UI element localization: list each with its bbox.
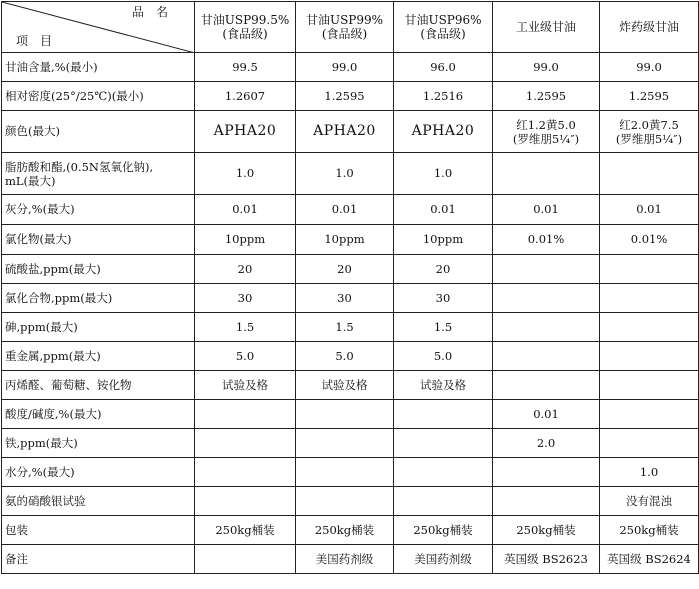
table-cell: 1.5 bbox=[296, 313, 394, 342]
table-cell bbox=[493, 371, 600, 400]
table-cell: 0.01 bbox=[195, 195, 296, 225]
table-cell: 250kg桶装 bbox=[600, 516, 699, 545]
table-cell: 1.5 bbox=[394, 313, 493, 342]
row-label: 氨的硝酸银试验 bbox=[2, 487, 195, 516]
col-header-3: 工业级甘油 bbox=[493, 2, 600, 53]
glycerol-spec-table bbox=[1, 1, 699, 574]
row-label: 铁,ppm(最大) bbox=[2, 429, 195, 458]
table-cell: 1.2595 bbox=[600, 82, 699, 111]
table-cell bbox=[493, 255, 600, 284]
table-cell bbox=[296, 487, 394, 516]
table-cell: APHA20 bbox=[394, 111, 493, 153]
table-cell bbox=[493, 487, 600, 516]
table-cell: 5.0 bbox=[296, 342, 394, 371]
table-row bbox=[2, 255, 699, 284]
table-row bbox=[2, 487, 699, 516]
row-label: 氯化合物,ppm(最大) bbox=[2, 284, 195, 313]
table-cell bbox=[195, 545, 296, 574]
table-cell bbox=[195, 458, 296, 487]
table-cell: 美国药剂级 bbox=[394, 545, 493, 574]
corner-top-label: 品名 bbox=[131, 5, 180, 19]
table-cell: 1.2595 bbox=[493, 82, 600, 111]
table-cell bbox=[600, 342, 699, 371]
table-cell: 红1.2黄5.0 (罗维朋5¼″) bbox=[493, 111, 600, 153]
table-cell bbox=[394, 400, 493, 429]
table-cell bbox=[195, 400, 296, 429]
row-label: 氯化物(最大) bbox=[2, 225, 195, 255]
table-cell bbox=[296, 458, 394, 487]
table-cell: 1.5 bbox=[195, 313, 296, 342]
table-cell: 10ppm bbox=[195, 225, 296, 255]
row-label: 砷,ppm(最大) bbox=[2, 313, 195, 342]
row-label: 包装 bbox=[2, 516, 195, 545]
table-cell: 99.0 bbox=[600, 53, 699, 82]
table-row bbox=[2, 153, 699, 195]
row-label: 重金属,ppm(最大) bbox=[2, 342, 195, 371]
table-cell: 1.0 bbox=[296, 153, 394, 195]
row-label: 相对密度(25°/25℃)(最小) bbox=[2, 82, 195, 111]
table-cell: 0.01 bbox=[394, 195, 493, 225]
table-cell: 红2.0黄7.5 (罗维朋5¼″) bbox=[600, 111, 699, 153]
table-cell: 0.01 bbox=[296, 195, 394, 225]
table-cell: 2.0 bbox=[493, 429, 600, 458]
table-cell bbox=[394, 487, 493, 516]
table-cell: 10ppm bbox=[296, 225, 394, 255]
table-cell: 1.2516 bbox=[394, 82, 493, 111]
row-label: 硫酸盐,ppm(最大) bbox=[2, 255, 195, 284]
table-cell: 250kg桶装 bbox=[296, 516, 394, 545]
table-cell bbox=[600, 400, 699, 429]
table-cell bbox=[600, 284, 699, 313]
table-cell: 30 bbox=[195, 284, 296, 313]
table-cell: 99.5 bbox=[195, 53, 296, 82]
table-cell bbox=[195, 429, 296, 458]
table-cell: 0.01 bbox=[493, 195, 600, 225]
table-row bbox=[2, 342, 699, 371]
table-cell: 1.0 bbox=[394, 153, 493, 195]
table-cell: 10ppm bbox=[394, 225, 493, 255]
table-cell: 1.0 bbox=[195, 153, 296, 195]
table-row bbox=[2, 458, 699, 487]
table-cell bbox=[600, 429, 699, 458]
table-cell bbox=[296, 400, 394, 429]
table-cell bbox=[600, 371, 699, 400]
table-cell: 250kg桶装 bbox=[195, 516, 296, 545]
header-row bbox=[2, 2, 699, 53]
row-label: 脂肪酸和酯,(0.5N氢氧化钠), mL(最大) bbox=[2, 153, 195, 195]
table-cell bbox=[296, 429, 394, 458]
table-cell: 250kg桶装 bbox=[394, 516, 493, 545]
table-row bbox=[2, 82, 699, 111]
table-cell: 美国药剂级 bbox=[296, 545, 394, 574]
table-cell: APHA20 bbox=[296, 111, 394, 153]
table-cell: 30 bbox=[394, 284, 493, 313]
table-cell bbox=[600, 153, 699, 195]
table-row bbox=[2, 225, 699, 255]
table-cell bbox=[394, 458, 493, 487]
table-row bbox=[2, 195, 699, 225]
table-cell: 没有混浊 bbox=[600, 487, 699, 516]
table-cell: 5.0 bbox=[394, 342, 493, 371]
col-header-4: 炸药级甘油 bbox=[600, 2, 699, 53]
table-cell bbox=[493, 284, 600, 313]
row-label: 酸度/碱度,%(最大) bbox=[2, 400, 195, 429]
table-row bbox=[2, 111, 699, 153]
table-cell bbox=[493, 313, 600, 342]
table-row bbox=[2, 516, 699, 545]
table-cell: APHA20 bbox=[195, 111, 296, 153]
table-cell: 20 bbox=[296, 255, 394, 284]
table-row bbox=[2, 284, 699, 313]
table-cell: 96.0 bbox=[394, 53, 493, 82]
table-cell: 99.0 bbox=[296, 53, 394, 82]
table-row bbox=[2, 371, 699, 400]
table-cell: 20 bbox=[195, 255, 296, 284]
table-cell: 试验及格 bbox=[195, 371, 296, 400]
row-label: 灰分,%(最大) bbox=[2, 195, 195, 225]
table-cell: 试验及格 bbox=[394, 371, 493, 400]
row-label: 水分,%(最大) bbox=[2, 458, 195, 487]
table-row bbox=[2, 53, 699, 82]
table-cell: 1.0 bbox=[600, 458, 699, 487]
row-label: 颜色(最大) bbox=[2, 111, 195, 153]
col-header-0: 甘油USP99.5% (食品级) bbox=[195, 2, 296, 53]
corner-bottom-label: 项目 bbox=[16, 34, 65, 48]
table-cell: 试验及格 bbox=[296, 371, 394, 400]
table-cell bbox=[493, 153, 600, 195]
table-cell bbox=[493, 342, 600, 371]
row-label: 备注 bbox=[2, 545, 195, 574]
table-cell: 99.0 bbox=[493, 53, 600, 82]
table-cell: 英国级 BS2624 bbox=[600, 545, 699, 574]
col-header-2: 甘油USP96% (食品级) bbox=[394, 2, 493, 53]
table-cell: 1.2595 bbox=[296, 82, 394, 111]
table-cell: 30 bbox=[296, 284, 394, 313]
table-cell bbox=[394, 429, 493, 458]
row-label: 丙烯醛、葡萄糖、铵化物 bbox=[2, 371, 195, 400]
table-cell: 英国级 BS2623 bbox=[493, 545, 600, 574]
table-row bbox=[2, 313, 699, 342]
table-cell: 1.2607 bbox=[195, 82, 296, 111]
table-row bbox=[2, 545, 699, 574]
col-header-1: 甘油USP99% (食品级) bbox=[296, 2, 394, 53]
corner-cell bbox=[2, 2, 195, 53]
table-row bbox=[2, 429, 699, 458]
table-cell bbox=[195, 487, 296, 516]
table-cell: 250kg桶装 bbox=[493, 516, 600, 545]
table-cell bbox=[493, 458, 600, 487]
table-cell: 20 bbox=[394, 255, 493, 284]
table-cell: 0.01 bbox=[600, 195, 699, 225]
table-cell bbox=[600, 255, 699, 284]
table-row bbox=[2, 400, 699, 429]
table-cell: 0.01% bbox=[493, 225, 600, 255]
table-cell bbox=[600, 313, 699, 342]
table-cell: 0.01% bbox=[600, 225, 699, 255]
row-label: 甘油含量,%(最小) bbox=[2, 53, 195, 82]
table-cell: 5.0 bbox=[195, 342, 296, 371]
table-cell: 0.01 bbox=[493, 400, 600, 429]
